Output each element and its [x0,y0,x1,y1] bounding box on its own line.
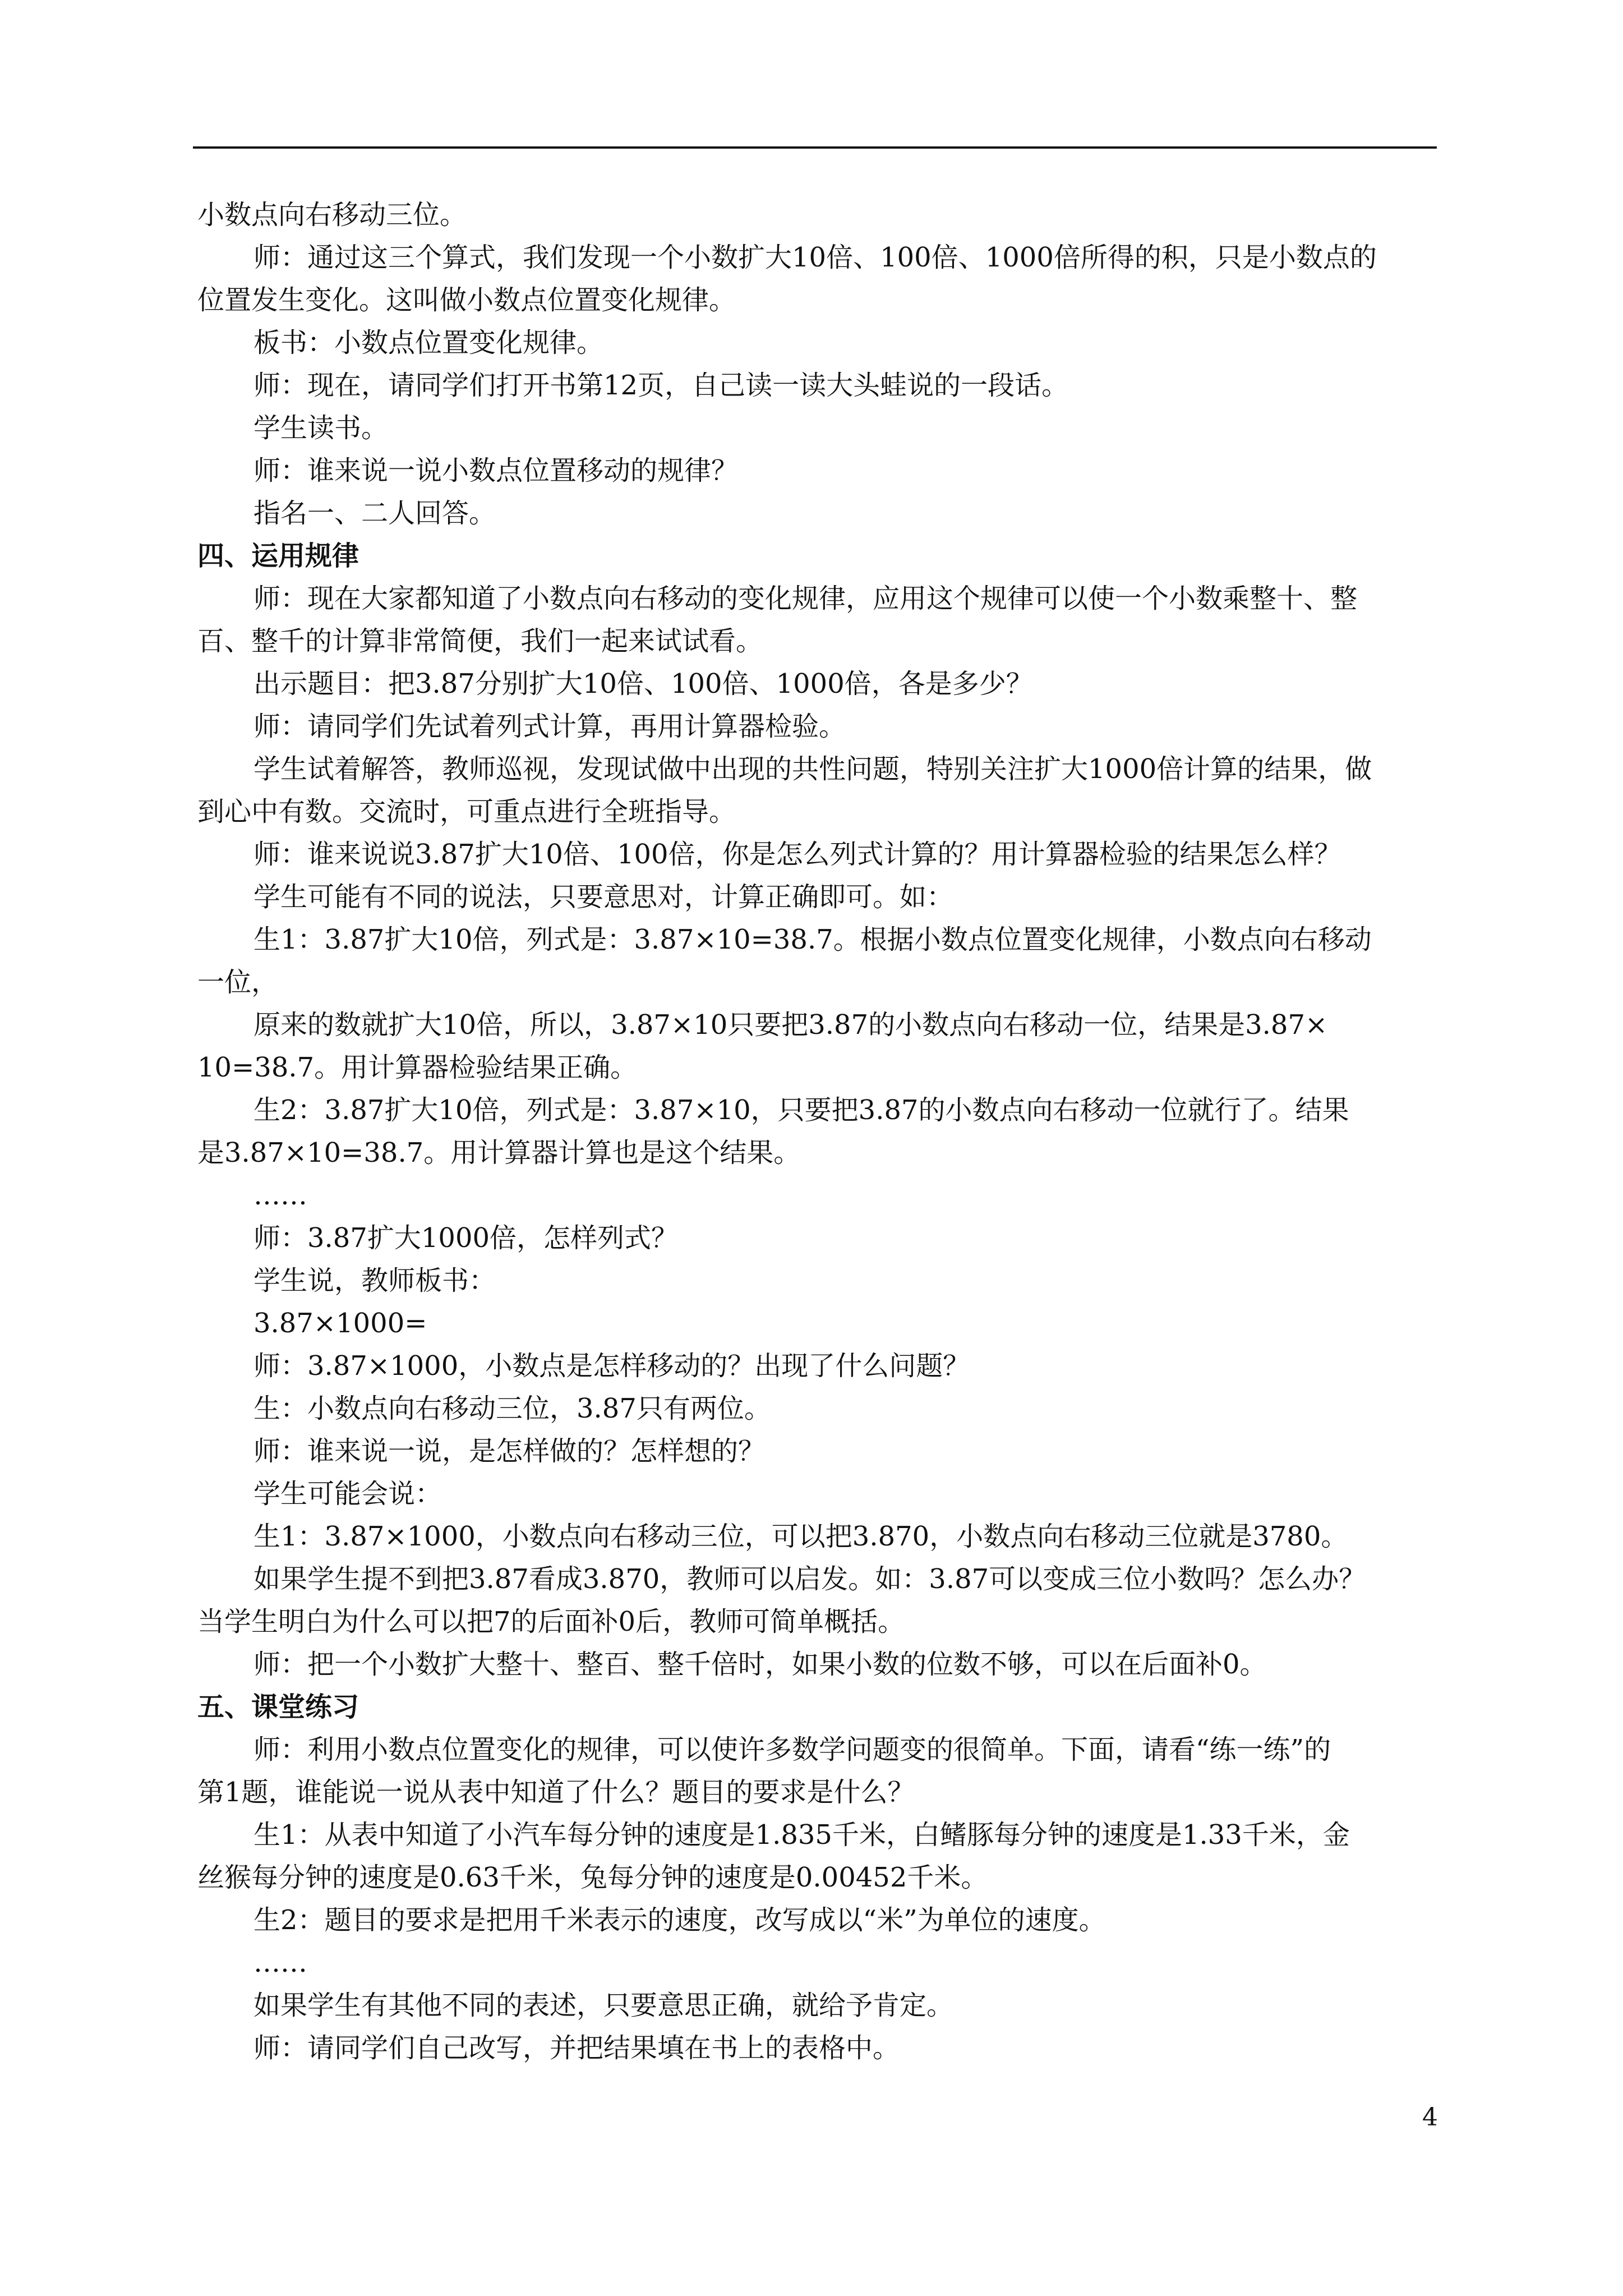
document-body [197,194,1437,2069]
page-number: 4 [1422,2103,1438,2132]
header-rule [193,146,1437,149]
section-heading: 四、运用规律 [197,540,359,572]
text-line: 生1：3.87扩大10倍，列式是：3.87×10=38.7。根据小数点位置变化规律，小数点向右移动 [253,924,1372,955]
text-line: 生1：从表中知道了小汽车每分钟的速度是1.835千米，白鳍豚每分钟的速度是1.33千米，金 [253,1819,1350,1851]
text-line: 生1：3.87×1000，小数点向右移动三位，可以把3.870，小数点向右移动三位就是3780。 [253,1521,1348,1552]
text-line: 学生说，教师板书： [253,1265,496,1296]
text-line: 师：把一个小数扩大整十、整百、整千倍时，如果小数的位数不够，可以在后面补0。 [253,1649,1267,1680]
text-line: 百、整千的计算非常简便，我们一起来试试看。 [197,625,763,657]
text-line: 丝猴每分钟的速度是0.63千米，兔每分钟的速度是0.00452千米。 [197,1862,988,1893]
text-line: 指名一、二人回答。 [253,498,496,529]
text-line: 小数点向右移动三位。 [197,199,467,231]
text-line: 师：谁来说一说，是怎样做的？怎样想的？ [253,1435,766,1467]
section-heading: 五、课堂练习 [197,1691,359,1723]
text-line: 师：利用小数点位置变化的规律，可以使许多数学问题变的很简单。下面，请看“练一练”的 [253,1734,1331,1765]
text-line: 师：谁来说一说小数点位置移动的规律？ [253,455,739,486]
text-line: 学生可能有不同的说法，只要意思对，计算正确即可。如： [253,881,954,913]
text-line: 出示题目：把3.87分别扩大10倍、100倍、1000倍，各是多少？ [253,668,1033,700]
text-line: 师：谁来说说3.87扩大10倍、100倍，你是怎么列式计算的？用计算器检验的结果怎么样？ [253,839,1341,870]
text-line: 师：3.87扩大1000倍，怎样列式？ [253,1222,679,1254]
text-line: 如果学生有其他不同的表述，只要意思正确，就给予肯定。 [253,1990,954,2021]
text-line: 师：现在大家都知道了小数点向右移动的变化规律，应用这个规律可以使一个小数乘整十、整 [253,583,1358,614]
text-line: 师：通过这三个算式，我们发现一个小数扩大10倍、100倍、1000倍所得的积，只是小数点的 [253,242,1377,273]
text-line: 生2：题目的要求是把用千米表示的速度，改写成以“米”为单位的速度。 [253,1904,1106,1936]
text-line: 当学生明白为什么可以把7的后面补0后，教师可简单概括。 [197,1606,905,1637]
text-line: 师：3.87×1000，小数点是怎样移动的？出现了什么问题？ [253,1350,970,1382]
text-line: 板书：小数点位置变化规律。 [253,327,604,358]
text-line: 学生试着解答，教师巡视，发现试做中出现的共性问题，特别关注扩大1000倍计算的结果，做 [253,753,1372,785]
text-line: 生：小数点向右移动三位，3.87只有两位。 [253,1393,771,1424]
text-line: 第1题，谁能说一说从表中知道了什么？题目的要求是什么？ [197,1777,915,1808]
text-line: 师：请同学们自己改写，并把结果填在书上的表格中。 [253,2032,900,2064]
text-line: 如果学生提不到把3.87看成3.870，教师可以启发。如：3.87可以变成三位小数吗？怎么办？ [253,1563,1366,1595]
text-line: 原来的数就扩大10倍，所以，3.87×10只要把3.87的小数点向右移动一位，结果是3.87× [253,1009,1328,1041]
text-line: 学生可能会说： [253,1478,442,1510]
text-line: …… [253,1947,307,1978]
text-line: 一位， [197,967,279,998]
text-line: 到心中有数。交流时，可重点进行全班指导。 [197,796,736,827]
text-line: …… [253,1180,307,1211]
text-line: 师：现在，请同学们打开书第12页，自己读一读大头蛙说的一段话。 [253,370,1069,401]
text-line: 师：请同学们先试着列式计算，再用计算器检验。 [253,711,846,742]
text-line: 学生读书。 [253,412,389,444]
text-line: 3.87×1000= [253,1308,427,1339]
text-line: 生2：3.87扩大10倍，列式是：3.87×10，只要把3.87的小数点向右移动一位就行了。结果 [253,1094,1349,1126]
text-line: 位置发生变化。这叫做小数点位置变化规律。 [197,284,736,316]
text-line: 是3.87×10=38.7。用计算器计算也是这个结果。 [197,1137,801,1168]
text-line: 10=38.7。用计算器检验结果正确。 [197,1052,638,1083]
